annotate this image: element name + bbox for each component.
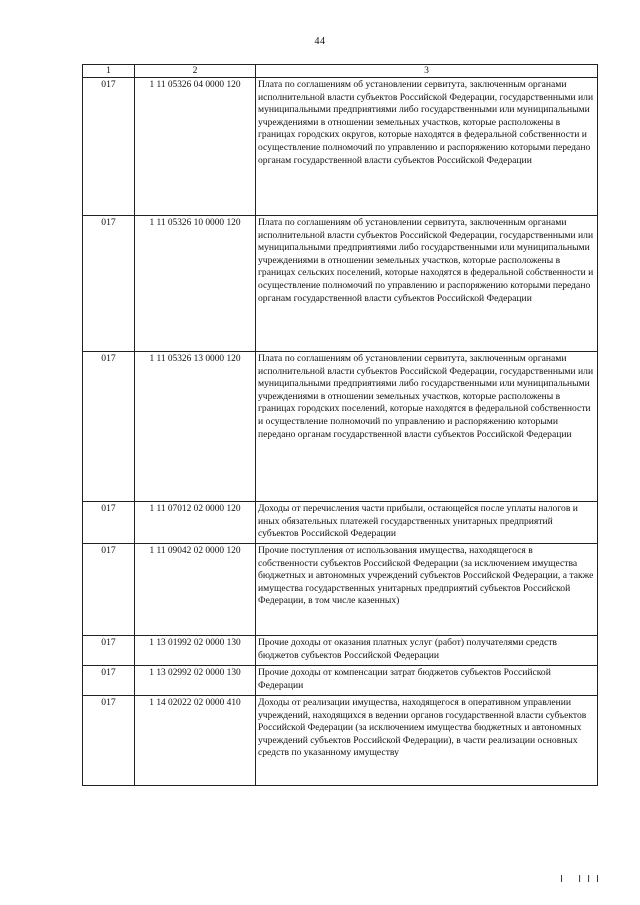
- description-cell: Прочие доходы от компенсации затрат бюджетов субъектов Российской Федерации: [256, 666, 598, 696]
- footer-marks: I III: [560, 874, 605, 885]
- revenue-code-cell: 1 11 05326 04 0000 120: [135, 78, 256, 216]
- description-cell: Плата по соглашениям об установлении сервитута, заключенным органами исполнительной власти субъектов Российской Федерации, государственными или муниципальными предприятиями либо государственными или муниципальными учреждениями в отношении земельных участков, которые расположены в границах городских поселений, которые находятся в федеральной собственности и осуществление полномочий по управлению и распоряжению которыми передано органам государственной власти субъектов Российской Федерации: [256, 352, 598, 502]
- column-header-2: 2: [135, 65, 256, 78]
- description-cell: Доходы от реализации имущества, находящегося в оперативном управлении учреждений, находящихся в ведении органов государственной власти субъектов Российской Федерации (за исключением имущества бюджетных и автономных учреждений субъектов Российской Федерации), в части реализации основных средств по указанному имуществу: [256, 696, 598, 786]
- description-cell: Плата по соглашениям об установлении сервитута, заключенным органами исполнительной власти субъектов Российской Федерации, государственными или муниципальными предприятиями либо государственными или муниципальными учреждениями в отношении земельных участков, которые расположены в границах сельских поселений, которые находятся в федеральной собственности и осуществление полномочий по управлению и распоряжению которыми передано органам государственной власти субъектов Российской Федерации: [256, 216, 598, 352]
- revenue-codes-table: [82, 64, 598, 786]
- table-row: [83, 666, 598, 696]
- table-row: [83, 636, 598, 666]
- description-cell: Прочие поступления от использования имущества, находящегося в собственности субъектов Российской Федерации (за исключением имущества бюджетных и автономных учреждений субъектов Российской Федерации, а также имущества государственных унитарных предприятий субъектов Российской Федерации, в том числе казенных): [256, 544, 598, 636]
- revenue-code-cell: 1 13 01992 02 0000 130: [135, 636, 256, 666]
- admin-code-cell: 017: [83, 666, 135, 696]
- description-cell: Плата по соглашениям об установлении сервитута, заключенным органами исполнительной власти субъектов Российской Федерации, государственными или муниципальными предприятиями либо государственными или муниципальными учреждениями в отношении земельных участков, которые расположены в границах городских округов, которые находятся в федеральной собственности и осуществление полномочий по управлению и распоряжению которыми передано органам государственной власти субъектов Российской Федерации: [256, 78, 598, 216]
- revenue-code-cell: 1 14 02022 02 0000 410: [135, 696, 256, 786]
- admin-code-cell: 017: [83, 216, 135, 352]
- table-row: [83, 216, 598, 352]
- page-number: 44: [314, 36, 326, 47]
- revenue-code-cell: 1 11 07012 02 0000 120: [135, 502, 256, 544]
- revenue-code-cell: 1 11 09042 02 0000 120: [135, 544, 256, 636]
- admin-code-cell: 017: [83, 696, 135, 786]
- revenue-code-cell: 1 11 05326 10 0000 120: [135, 216, 256, 352]
- admin-code-cell: 017: [83, 636, 135, 666]
- table-row: [83, 544, 598, 636]
- table-row: [83, 696, 598, 786]
- admin-code-cell: 017: [83, 352, 135, 502]
- column-header-1: 1: [83, 65, 135, 78]
- revenue-code-cell: 1 13 02992 02 0000 130: [135, 666, 256, 696]
- table-row: [83, 502, 598, 544]
- column-header-3: 3: [256, 65, 598, 78]
- table-row: [83, 78, 598, 216]
- admin-code-cell: 017: [83, 502, 135, 544]
- description-cell: Прочие доходы от оказания платных услуг (работ) получателями средств бюджетов субъектов Российской Федерации: [256, 636, 598, 666]
- description-cell: Доходы от перечисления части прибыли, остающейся после уплаты налогов и иных обязательных платежей государственных унитарных предприятий субъектов Российской Федерации: [256, 502, 598, 544]
- admin-code-cell: 017: [83, 544, 135, 636]
- admin-code-cell: 017: [83, 78, 135, 216]
- revenue-code-cell: 1 11 05326 13 0000 120: [135, 352, 256, 502]
- table-header-row: [83, 65, 598, 78]
- table-row: [83, 352, 598, 502]
